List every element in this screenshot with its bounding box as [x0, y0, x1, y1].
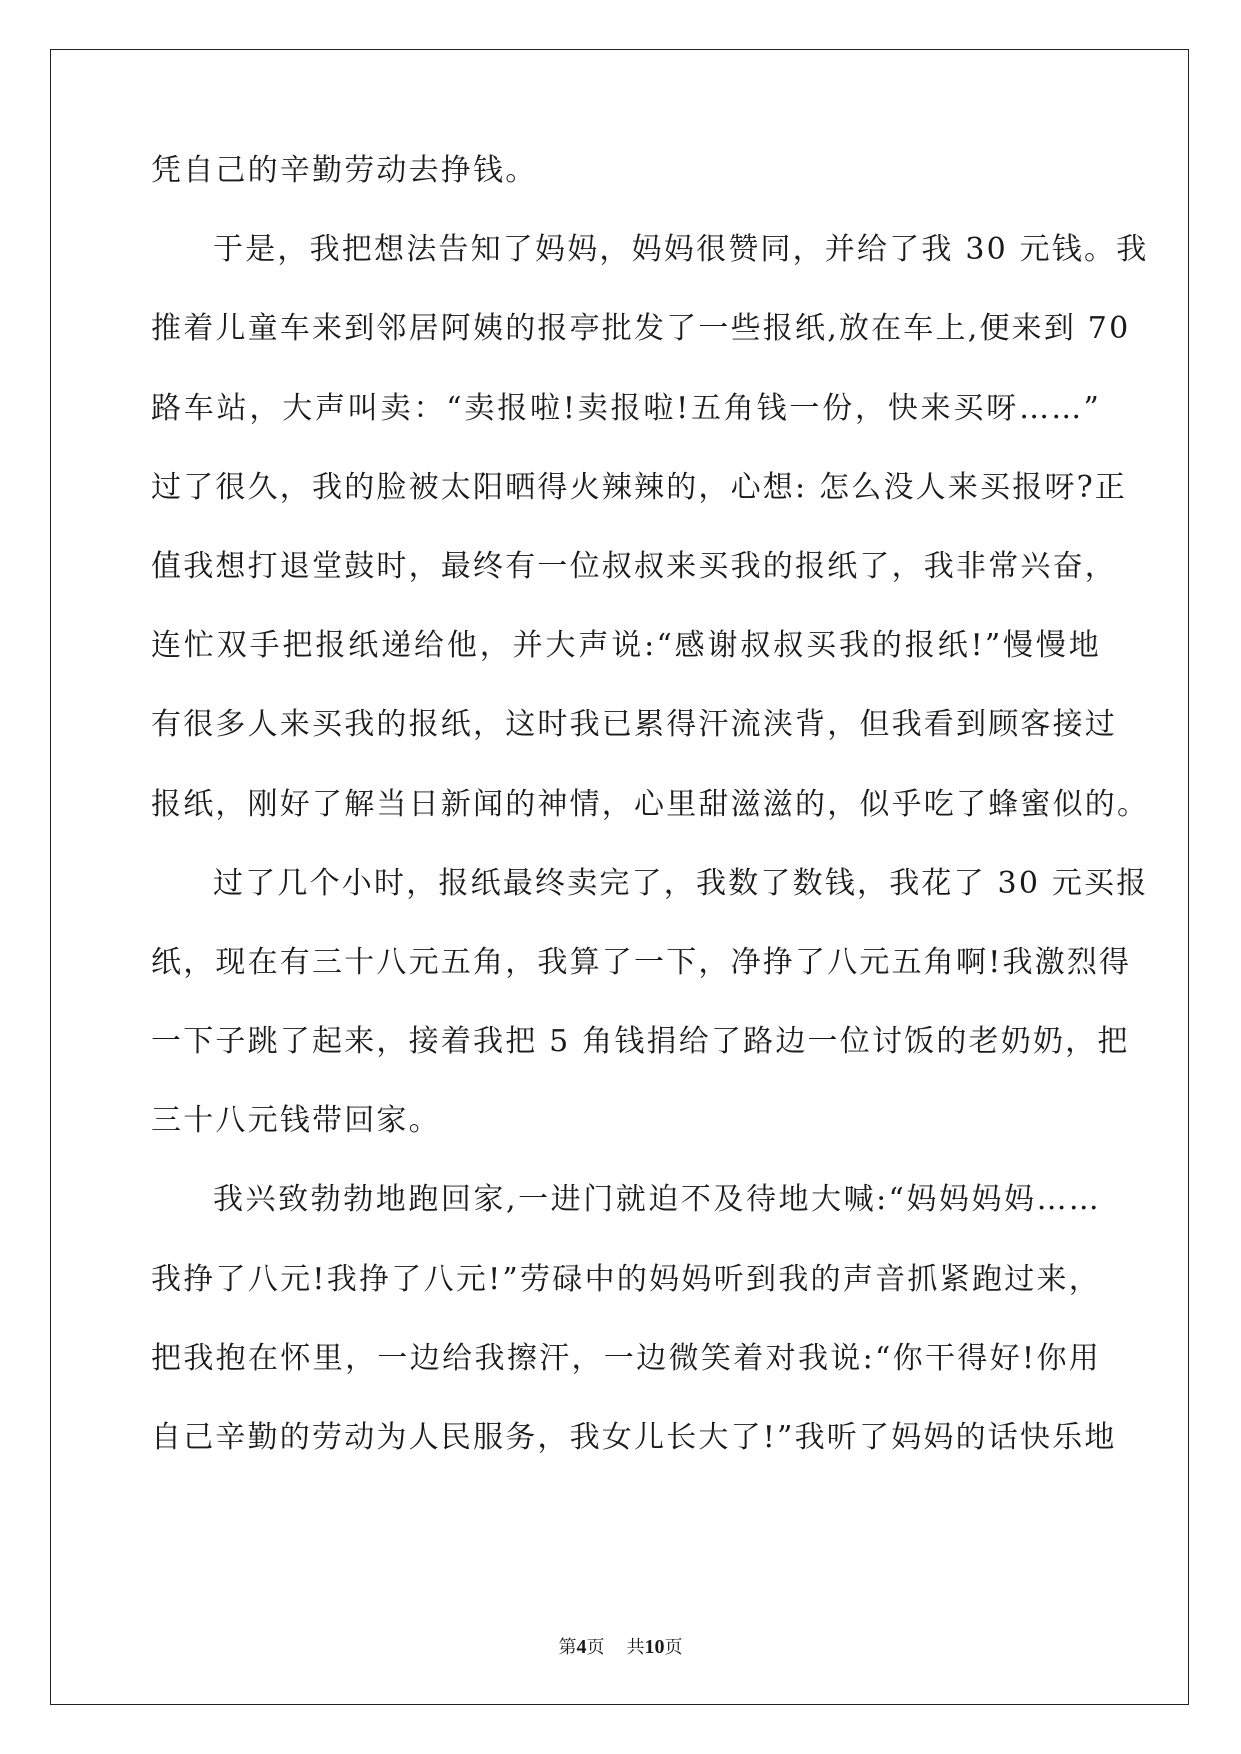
page-footer [0, 1633, 1241, 1659]
text-line: 路车站，大声叫卖：“卖报啦!卖报啦!五角钱一份，快来买呀……” [151, 390, 1101, 426]
text-line: 推着儿童车来到邻居阿姨的报亭批发了一些报纸,放在车上,便来到 70 [151, 311, 1131, 347]
text-line: 报纸，刚好了解当日新闻的神情，心里甜滋滋的，似乎吃了蜂蜜似的。 [151, 786, 1150, 822]
total-label-suffix: 页 [664, 1637, 683, 1658]
text-line: 过了很久，我的脸被太阳晒得火辣辣的，心想: 怎么没人来买报呀?正 [151, 469, 1128, 505]
text-line: 一下子跳了起来，接着我把 5 角钱捐给了路边一位讨饭的老奶奶，把 [151, 1024, 1130, 1060]
text-line: 三十八元钱带回家。 [151, 1103, 441, 1139]
text-line: 值我想打退堂鼓时，最终有一位叔叔来买我的报纸了，我非常兴奋， [151, 548, 1117, 584]
page-number: 4 [576, 1636, 587, 1658]
text-line: 把我抱在怀里，一边给我擦汗，一边微笑着对我说:“你干得好!你用 [151, 1340, 1101, 1376]
text-line: 连忙双手把报纸递给他，并大声说:“感谢叔叔买我的报纸!”慢慢地 [151, 628, 1101, 664]
text-line: 纸，现在有三十八元五角，我算了一下，净挣了八元五角啊!我激烈得 [151, 944, 1132, 980]
page-label-suffix: 页 [586, 1637, 605, 1658]
total-pages: 10 [644, 1636, 665, 1658]
text-line: 有很多人来买我的报纸，这时我已累得汗流浃背，但我看到顾客接过 [151, 707, 1117, 743]
text-line: 我兴致勃勃地跑回家,一进门就迫不及待地大喊:“妈妈妈妈…… [213, 1182, 1101, 1218]
document-body [151, 153, 1150, 1499]
page-label-prefix: 第 [558, 1637, 577, 1658]
text-line: 于是，我把想法告知了妈妈，妈妈很赞同，并给了我 30 元钱。我 [213, 232, 1149, 268]
text-line: 自己辛勤的劳动为人民服务，我女儿长大了!”我听了妈妈的话快乐地 [151, 1420, 1117, 1455]
text-line: 过了几个小时，报纸最终卖完了，我数了数钱，我花了 30 元买报 [213, 865, 1149, 901]
text-line: 凭自己的辛勤劳动去挣钱。 [151, 153, 538, 188]
total-label-prefix: 共 [626, 1637, 645, 1658]
text-line: 我挣了八元!我挣了八元!”劳碌中的妈妈听到我的声音抓紧跑过来， [151, 1261, 1101, 1297]
